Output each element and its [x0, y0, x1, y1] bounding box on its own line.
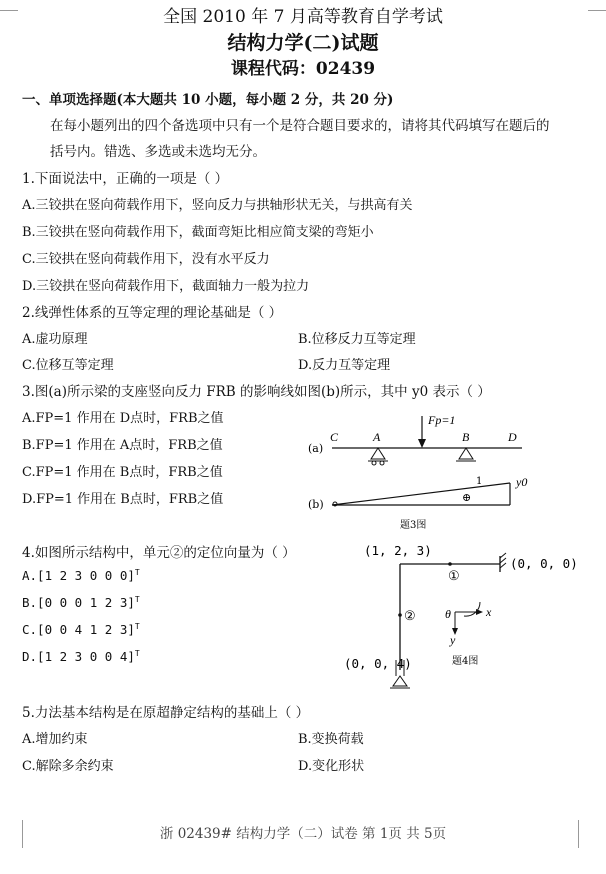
- fig4-element-1: ①: [448, 569, 460, 584]
- q3-figure: [300, 408, 540, 533]
- q1-option-c: C.三铰拱在竖向荷载作用下，没有水平反力: [22, 252, 270, 267]
- fig4-y-axis: y: [450, 633, 456, 647]
- fig4-theta: θ: [445, 607, 451, 621]
- fig4-x-axis: x: [486, 605, 492, 619]
- fig3-caption: 题3图: [400, 520, 427, 531]
- q5-option-c: C.解除多余约束: [22, 759, 114, 774]
- q2-stem: 2.线弹性体系的互等定理的理论基础是（ ）: [22, 305, 283, 321]
- instruction-line-1: 在每小题列出的四个备选项中只有一个是符合题目要求的，请将其代码填写在题后的: [50, 118, 550, 134]
- fig3-label-a: (a): [308, 442, 324, 455]
- q4-figure: [340, 540, 578, 690]
- fig3-plus-sign: ⊕: [462, 491, 472, 504]
- fig4-node-top: (1, 2, 3): [364, 543, 432, 558]
- fig3-point-a: A: [373, 430, 381, 444]
- fig3-support-a: [368, 448, 388, 465]
- q1-option-a: A.三铰拱在竖向荷载作用下，竖向反力与拱轴形状无关，与拱高有关: [22, 198, 413, 213]
- section-heading: 一、单项选择题(本大题共 10 小题，每小题 2 分，共 20 分): [22, 92, 394, 108]
- q2-option-c: C.位移互等定理: [22, 358, 114, 373]
- q5-option-d: D.变化形状: [298, 759, 365, 774]
- fig3-load-arrow: [418, 416, 426, 448]
- page-footer: 浙 02439# 结构力学（二）试卷 第 1页 共 5页: [159, 826, 447, 842]
- q1-stem: 1.下面说法中，正确的一项是（ ）: [22, 171, 229, 187]
- q5-stem: 5.力法基本结构是在原超静定结构的基础上（ ）: [22, 705, 310, 721]
- fig3-y0-label: y0: [516, 475, 528, 489]
- fig3-point-d: D: [508, 430, 517, 444]
- q5-option-a: A.增加约束: [22, 732, 88, 747]
- q2-option-d: D.反力互等定理: [298, 358, 391, 373]
- instruction-line-2: 括号内。错选、多选或未选均无分。: [50, 144, 266, 160]
- fig4-caption: 题4图: [452, 656, 479, 667]
- q4-option-b: B.[0 0 0 1 2 3]$^T$: [22, 595, 140, 611]
- q3-stem: 3.图(a)所示梁的支座竖向反力 FRB 的影响线如图(b)所示，其中 y0 表示（ ）: [22, 384, 491, 400]
- course-code: 课程代码：02439: [230, 59, 376, 79]
- q1-option-d: D.三铰拱在竖向荷载作用下，截面轴力一般为拉力: [22, 279, 310, 294]
- fig3-load-label: Fp=1: [428, 413, 456, 427]
- fig4-element-2: ②: [404, 609, 416, 624]
- q3-option-c: C.FP=1 作用在 B点时，FRB之值: [22, 465, 223, 480]
- q1-option-b: B.三铰拱在竖向荷载作用下，截面弯矩比相应简支梁的弯矩小: [22, 225, 374, 240]
- fig3-point-b: B: [462, 430, 470, 444]
- fig3-label-b: (b): [308, 498, 324, 511]
- exam-title: 全国 2010 年 7 月高等教育自学考试: [163, 7, 443, 27]
- fig4-fixed-support-right: [500, 553, 506, 572]
- q3-option-a: A.FP=1 作用在 D点时，FRB之值: [22, 411, 224, 426]
- fig4-node-right: (0, 0, 0): [510, 556, 578, 571]
- fig4-node-bottom: (0, 0, 4): [344, 656, 412, 671]
- subject-title: 结构力学(二)试题: [227, 32, 379, 54]
- q3-option-d: D.FP=1 作用在 B点时，FRB之值: [22, 492, 224, 507]
- q3-option-b: B.FP=1 作用在 A点时，FRB之值: [22, 438, 223, 453]
- fig3-influence-line: [332, 483, 510, 506]
- fig3-point-c: C: [330, 430, 339, 444]
- q4-stem: 4.如图所示结构中，单元②的定位向量为（ ）: [22, 545, 296, 561]
- fig4-axes: [452, 602, 483, 635]
- fig4-dot-2: [398, 613, 402, 617]
- q2-option-a: A.虚功原理: [22, 332, 88, 347]
- fig4-dot-1: [448, 562, 452, 566]
- q4-option-a: A.[1 2 3 0 0 0]$^T$: [22, 568, 140, 584]
- q2-option-b: B.位移反力互等定理: [298, 332, 416, 347]
- q4-option-d: D.[1 2 3 0 0 4]$^T$: [22, 649, 140, 665]
- fig3-support-b: [456, 448, 476, 461]
- fig3-value-one: 1: [476, 476, 483, 487]
- q5-option-b: B.变换荷载: [298, 732, 364, 747]
- q4-option-c: C.[0 0 4 1 2 3]$^T$: [22, 622, 140, 638]
